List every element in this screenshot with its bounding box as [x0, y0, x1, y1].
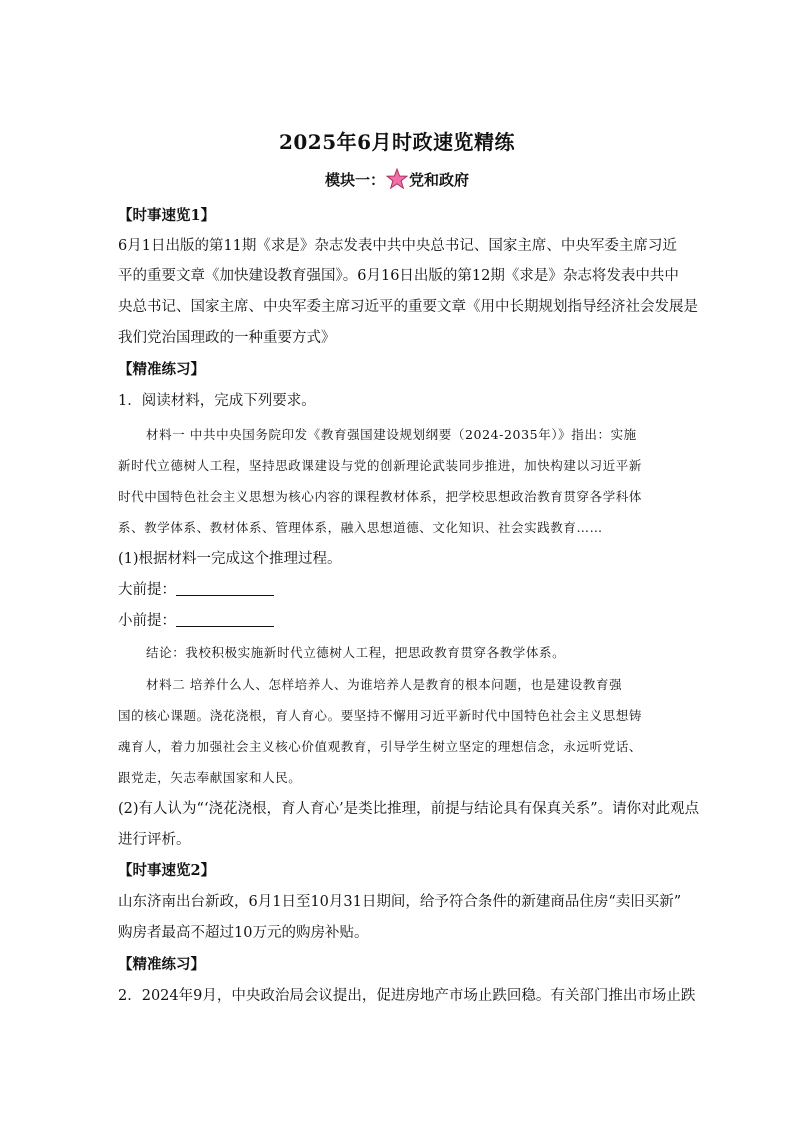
practice2-heading: 【精准练习】 [118, 956, 205, 973]
practice1-heading: 【精准练习】 [118, 361, 205, 378]
question-2: 2．2024年9月，中央政治局会议提出，促进房地产市场止跌回稳。有关部门推出市场止跌 [118, 988, 696, 1004]
subquestion-1: (1)根据材料一完成这个推理过程。 [118, 551, 342, 567]
page-title: 2025年6月时政速览精练 [278, 130, 516, 154]
minor-premise-row [118, 611, 688, 631]
section2-heading: 【时事速览2】 [118, 862, 216, 879]
material2-line: 国的核心课题。浇花浇根，育人育心。要坚持不懈用习近平新时代中国特色社会主义思想铸 [118, 708, 643, 723]
section1-line: 央总书记、国家主席、中央军委主席习近平的重要文章《用中长期规划指导经济社会发展是 [118, 299, 698, 315]
major-premise-row [118, 580, 688, 600]
material1-line: 系、教学体系、教材体系、管理体系，融入思想道德、文化知识、社会实践教育…… [118, 520, 603, 535]
conclusion-line: 结论：我校积极实施新时代立德树人工程，把思政教育贯穿各教学体系。 [146, 645, 566, 660]
section1-line: 平的重要文章《加快建设教育强国》。6月16日出版的第12期《求是》杂志将发表中共中 [118, 268, 679, 284]
module-name: 党和政府 [409, 171, 470, 189]
subquestion-2: 进行评析。 [118, 832, 191, 848]
module-heading [0, 168, 794, 190]
minor-premise-label: 小前提： [118, 613, 176, 629]
material2-line: 跟党走，矢志奉献国家和人民。 [118, 770, 302, 785]
section1-line: 我们党治国理政的一种重要方式》 [118, 330, 336, 346]
star-icon [386, 168, 408, 190]
module-label: 模块一： [324, 171, 385, 189]
minor-premise-blank[interactable] [176, 612, 274, 627]
material2-line: 魂育人，着力加强社会主义核心价值观教育，引导学生树立坚定的理想信念，永远听党话、 [118, 739, 643, 754]
material1-line: 时代中国特色社会主义思想为核心内容的课程教材体系，把学校思想政治教育贯穿各学科体 [118, 489, 643, 504]
section1-heading: 【时事速览1】 [118, 207, 216, 224]
section1-line: 6月1日出版的第11期《求是》杂志发表中共中央总书记、国家主席、中央军委主席习近 [118, 238, 677, 254]
question-1: 1．阅读材料，完成下列要求。 [118, 393, 316, 409]
subquestion-2: (2)有人认为“‘浇花浇根，育人育心’是类比推理，前提与结论具有保真关系”。请你对此观点 [118, 801, 700, 817]
material2-line: 材料二 培养什么人、怎样培养人、为谁培养人是教育的根本问题，也是建设教育强 [146, 677, 623, 692]
section2-line: 购房者最高不超过10万元的购房补贴。 [118, 925, 369, 941]
major-premise-label: 大前提： [118, 582, 176, 598]
material1-line: 材料一 中共中央国务院印发《教育强国建设规划纲要（2024-2035年）》指出：实施 [146, 427, 637, 442]
section2-line: 山东济南出台新政，6月1日至10月31日期间，给予符合条件的新建商品住房“卖旧买新” [118, 894, 682, 910]
material1-line: 新时代立德树人工程，坚持思政课建设与党的创新理论武装同步推进，加快构建以习近平新 [118, 458, 643, 473]
major-premise-blank[interactable] [176, 581, 274, 596]
